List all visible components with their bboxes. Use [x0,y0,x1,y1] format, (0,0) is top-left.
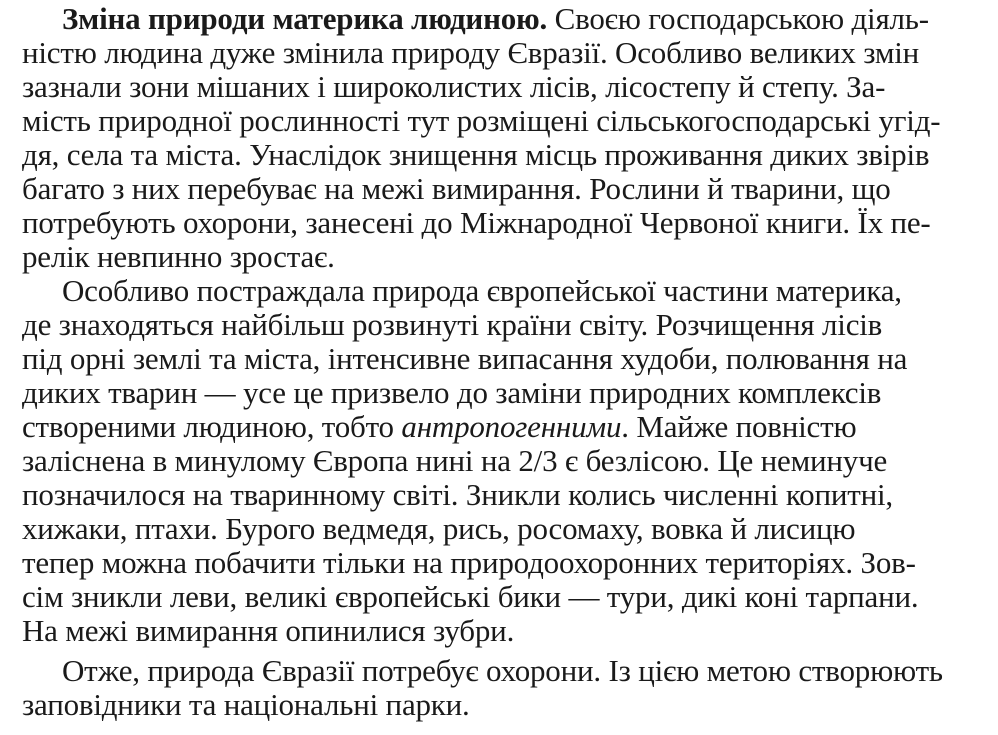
text-line-16: хижаки, птахи. Бурого ведмедя, рись, росомаху, вовка й лисицю [22,511,856,546]
text-line-9: Особливо постраждала природа європейської частини материка, [62,273,902,308]
text-line-10: де знаходяться найбільш розвинуті країни світу. Розчищення лісів [22,307,883,342]
text-line-13-after: . Майже повністю [621,409,857,444]
text-line-13-before: створеними людиною, тобто [22,409,402,444]
text-line-12: диких тварин — усе це призвело до заміни природних комплексів [22,375,882,410]
text-line-11: під орні землі та міста, інтенсивне випасання худоби, полювання на [22,341,908,376]
text-line-20: Отже, природа Євразії потребує охорони. Із цією метою створюють [62,653,943,688]
text-line-1-rest: Своєю господарською діяль- [547,1,929,36]
text-line-2: ністю людина дуже змінила природу Євразії. Особливо великих змін [22,35,920,70]
text-line-14: заліснена в минулому Європа нині на 2/3 є безлісою. Це неминуче [22,443,888,478]
text-line-19: На межі вимирання опинилися зубри. [22,613,515,648]
text-line-8: релік невпинно зростає. [22,239,335,274]
text-line-5: дя, села та міста. Унаслідок знищення місць проживання диких звірів [22,137,930,172]
italic-term: антропогенними [401,409,622,444]
text-line-13 [22,410,856,444]
text-line-3: зазнали зони мішаних і широколистих лісів, лісостепу й степу. За- [22,69,886,104]
text-line-18: сім зникли леви, великі європейські бики — тури, дикі коні тарпани. [22,579,919,614]
text-line-17: тепер можна побачити тільки на природоохоронних територіях. Зов- [22,545,916,580]
document-page [22,0,978,735]
section-title: Зміна природи материка людиною. [62,1,548,36]
text-line-15: позначилося на тваринному світі. Зникли колись численні копитні, [22,477,893,512]
text-line-4: мість природної рослинності тут розміщені сільськогосподарські угід- [22,103,941,138]
text-line-7: потребують охорони, занесені до Міжнародної Червоної книги. Їх пе- [22,205,931,240]
text-line-6: багато з них перебуває на межі вимирання. Рослини й тварини, що [22,171,891,206]
text-line-21: заповідники та національні парки. [22,687,470,722]
text-line-1 [62,2,929,36]
